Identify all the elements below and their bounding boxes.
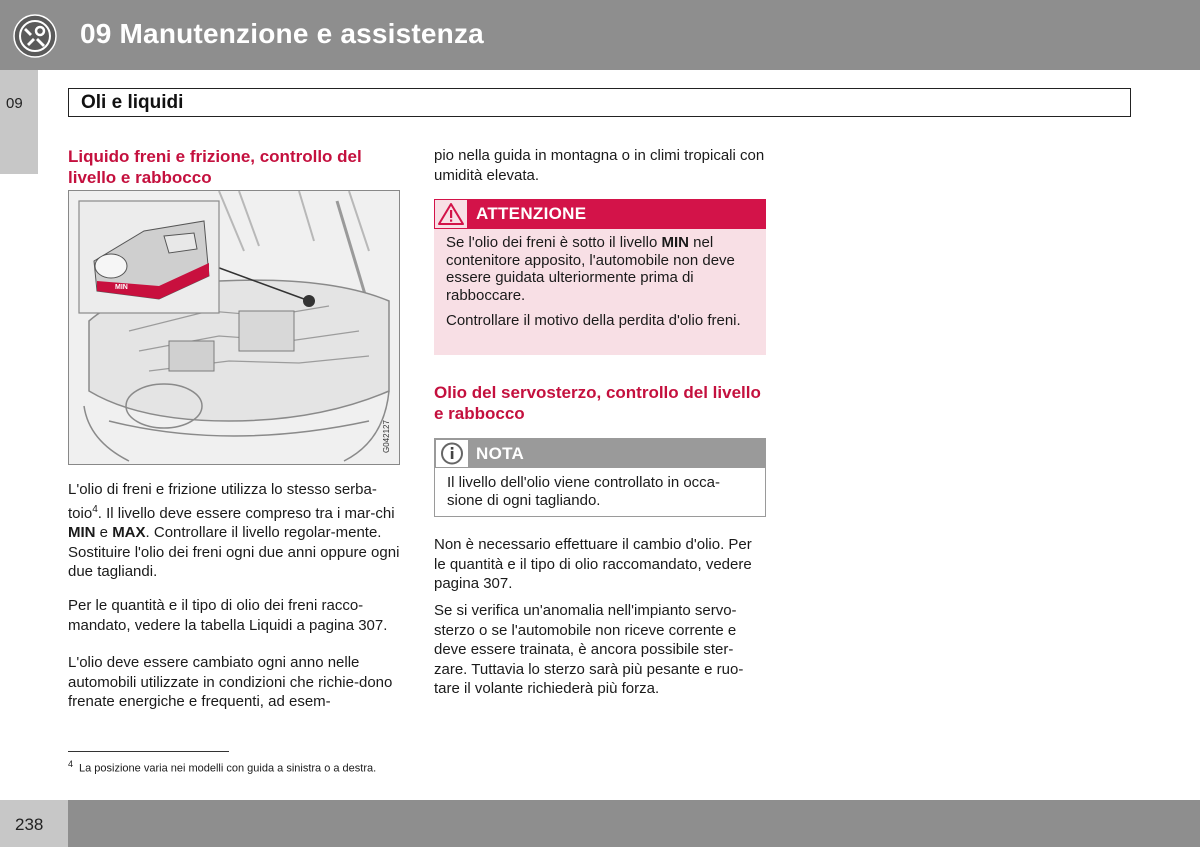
p1-part-a: L'olio di freni e frizione utilizza lo stesso serba-toio <box>68 481 377 522</box>
left-column-heading-block <box>68 146 400 188</box>
warning-p1-b: nel contenitore apposito, l'automobile non deve essere guidata ulteriormente prima di rabboccare. <box>446 234 735 304</box>
note-text: Il livello dell'olio viene controllato in occa-sione di ogni tagliando. <box>447 474 721 509</box>
note-box <box>434 438 766 517</box>
power-steering-heading-block <box>434 382 766 424</box>
warning-header <box>434 199 766 229</box>
middle-paragraph-1 <box>434 146 766 185</box>
warning-body <box>434 229 766 330</box>
middle-paragraph-3-text: Se si verifica un'anomalia nell'impianto servo-sterzo o se l'automobile non riceve corrente e deve essere trainata, è ancora possibile ster-zare. Tuttavia lo sterzo sarà più pesante e ruo-tare il volante richiederà più forza. <box>434 602 744 697</box>
chapter-title: 09 Manutenzione e assistenza <box>80 18 484 49</box>
chapter-header <box>0 0 1200 70</box>
warning-paragraph-1 <box>446 234 756 304</box>
middle-paragraph-3 <box>434 601 766 699</box>
page-number: 238 <box>15 815 44 834</box>
brake-fluid-heading: Liquido freni e frizione, controllo del livello e rabbocco <box>68 147 362 187</box>
warning-label: ATTENZIONE <box>476 204 587 223</box>
brake-fluid-paragraph-3 <box>68 653 400 712</box>
warning-p1-a: Se l'olio dei freni è sotto il livello <box>446 234 662 251</box>
info-icon <box>436 440 468 467</box>
engine-bay-illustration <box>68 190 400 465</box>
middle-paragraph-2 <box>434 535 766 594</box>
max-mark-text: MAX <box>112 524 146 541</box>
section-title: Oli e liquidi <box>81 92 184 113</box>
warning-icon-box <box>434 199 468 229</box>
min-mark-text: MIN <box>68 524 96 541</box>
p1-part-b: . Il livello deve essere compreso tra i mar-chi <box>97 504 395 522</box>
footnote-rule <box>68 751 229 752</box>
footnote-number: 4 <box>68 759 74 769</box>
middle-paragraph-1-text: pio nella guida in montagna o in climi tropicali con umidità elevata. <box>434 147 765 184</box>
page-footer <box>0 800 1200 847</box>
warning-paragraph-2: Controllare il motivo della perdita d'olio freni. <box>446 312 741 329</box>
wrench-gear-icon <box>13 14 57 58</box>
warning-box <box>434 199 766 355</box>
engine-bay-drawing <box>69 191 400 465</box>
footnote-text: La posizione varia nei modelli con guida a sinistra o a destra. <box>79 762 377 775</box>
note-header <box>435 439 765 468</box>
p1-part-d: . Controllare il livello regolar-mente. Sostituire l'olio dei freni ogni due anni oppure ogni due tagliandi. <box>68 524 400 580</box>
chapter-side-tab-label: 09 <box>6 95 23 112</box>
footnote-ref: 4 <box>92 503 98 515</box>
middle-paragraph-2-text: Non è necessario effettuare il cambio d'olio. Per le quantità e il tipo di olio raccomandato, vedere pagina 307. <box>434 536 752 592</box>
section-title-bar <box>68 88 1131 117</box>
footnote <box>68 759 376 775</box>
warning-min-text: MIN <box>661 234 689 251</box>
brake-fluid-paragraph-1 <box>68 480 400 582</box>
figure-code: G042127 <box>382 420 391 453</box>
brake-fluid-paragraph-2-text: Per le quantità e il tipo di olio dei freni racco-mandato, vedere la tabella Liquidi a pagina 307. <box>68 597 388 634</box>
note-label: NOTA <box>476 444 525 463</box>
p1-part-c: e <box>95 524 113 541</box>
brake-fluid-paragraph-2 <box>68 596 400 635</box>
inset-min-marking: MIN <box>115 284 128 291</box>
chapter-side-tab <box>0 70 38 174</box>
note-icon-box <box>435 439 469 468</box>
power-steering-heading: Olio del servosterzo, controllo del livello e rabbocco <box>434 383 761 423</box>
warning-triangle-icon <box>435 200 467 228</box>
brake-fluid-paragraph-3-text: L'olio deve essere cambiato ogni anno nelle automobili utilizzate in condizioni che richie-dono frenate energiche e frequenti, ad esem- <box>68 654 393 710</box>
